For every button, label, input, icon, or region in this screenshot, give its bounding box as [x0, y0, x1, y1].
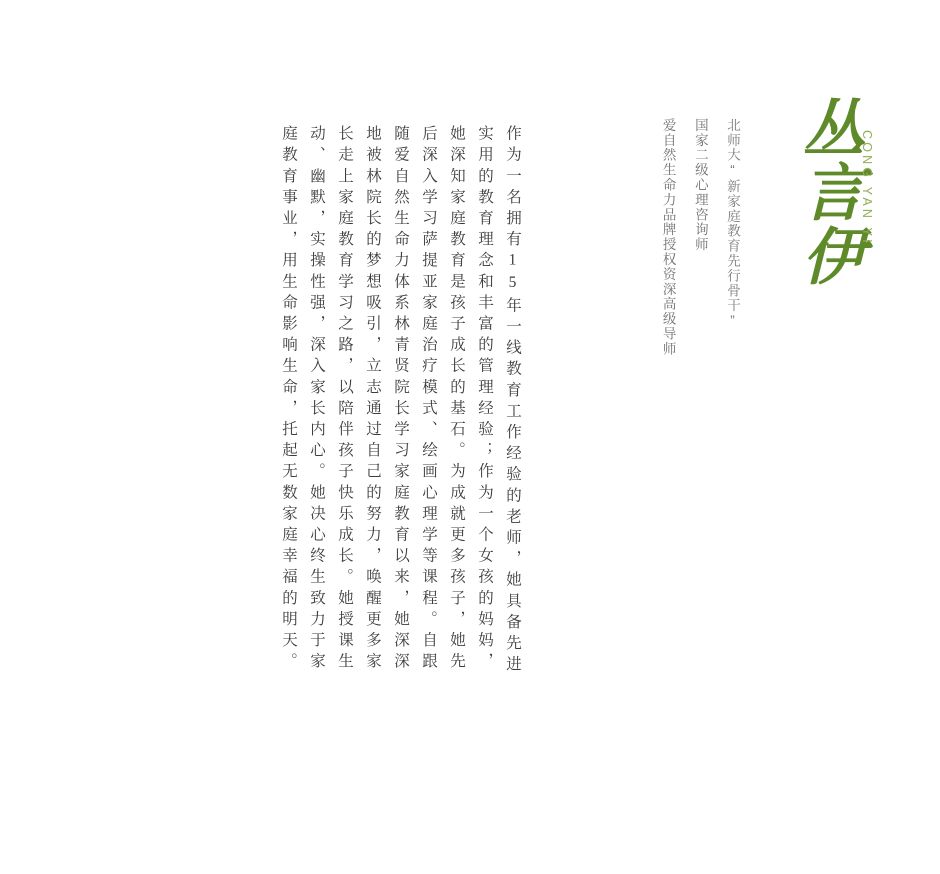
biography-column: 她深知家庭教育是孩子成长的基石。为成就更多孩子，她先 — [448, 125, 465, 674]
credential-item: 国家二级心理咨询师 — [692, 118, 708, 253]
biography-column: 随爱自然生命力体系林青贤院长学习家庭教育以来，她深深 — [392, 125, 409, 674]
biography-column: 庭教育事业，用生命影响生命，托起无数家庭幸福的明天。 — [280, 125, 297, 674]
biography-column: 地被林院长的梦想吸引，立志通过自己的努力，唤醒更多家 — [364, 125, 381, 674]
credential-item: 北师大“新家庭教育先行骨干” — [725, 118, 740, 330]
biography-column: 后深入学习萨提亚家庭治疗模式、绘画心理学等课程。自跟 — [420, 125, 437, 674]
person-name-chinese: 丛言伊 — [793, 96, 861, 288]
biography-column: 作为一名拥有15年一线教育工作经验的老师，她具备先进 — [504, 125, 521, 677]
biography-column: 实用的教育理念和丰富的管理经验；作为一个女孩的妈妈， — [476, 125, 493, 674]
biography-body — [148, 125, 520, 725]
credentials-list — [643, 118, 740, 356]
person-name-pinyin: CONG YAN YI — [860, 130, 874, 246]
credential-item: 爱自然生命力品牌授权资深高级导师 — [660, 118, 676, 357]
person-name-block — [793, 96, 880, 311]
biography-column: 动、幽默，实操性强，深入家长内心。她决心终生致力于家 — [308, 125, 325, 674]
biography-column: 长走上家庭教育学习之路，以陪伴孩子快乐成长。她授课生 — [336, 125, 353, 674]
